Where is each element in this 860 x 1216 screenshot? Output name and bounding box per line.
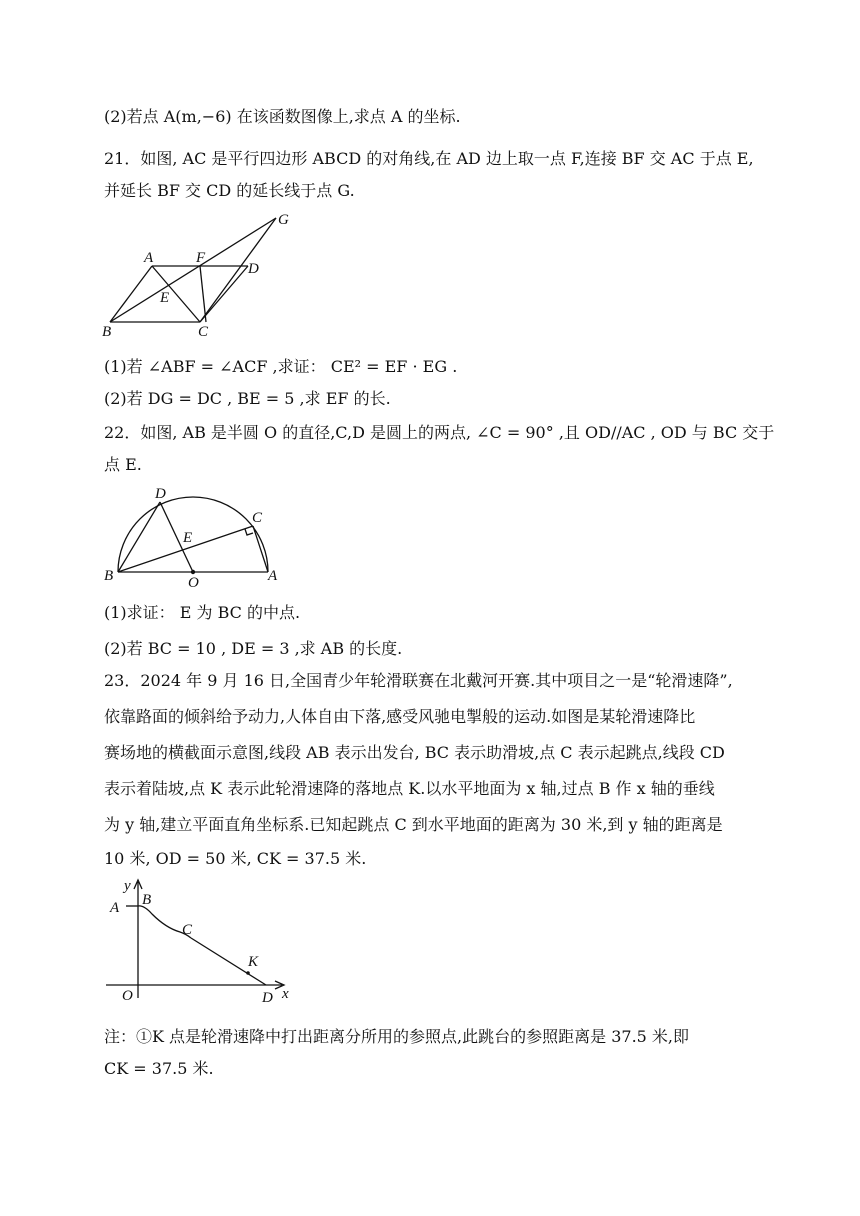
q23-stem-line5: 为 y 轴,建立平面直角坐标系.已知起跳点 C 到水平地面的距离为 30 米,到 y 轴的距离是: [104, 815, 723, 834]
q20-part2: (2)若点 A(m,−6) 在该函数图像上,求点 A 的坐标.: [104, 107, 461, 126]
q21-part2: (2)若 DG = DC , BE = 5 ,求 EF 的长.: [104, 389, 391, 408]
q21-label-A: A: [144, 250, 154, 266]
q22-stem-line1: 22．如图, AB 是半圆 O 的直径,C,D 是圆上的两点, ∠C = 90° ,且 OD//AC , OD 与 BC 交于: [104, 423, 775, 442]
q21-label-E: E: [160, 290, 170, 306]
q23-note-line2: CK = 37.5 米.: [104, 1059, 214, 1078]
q22-label-A: A: [268, 568, 278, 584]
q22-label-C: C: [252, 510, 263, 526]
q23-label-x: x: [282, 986, 289, 1002]
q23-label-C: C: [182, 922, 193, 938]
q23-label-O: O: [122, 988, 133, 1004]
q21-label-C: C: [198, 324, 209, 340]
q21-label-B: B: [102, 324, 112, 340]
q22-stem-line2: 点 E.: [104, 455, 142, 474]
q23-label-K: K: [248, 954, 259, 970]
q23-label-D: D: [262, 990, 273, 1006]
q21-part1: (1)若 ∠ABF = ∠ACF ,求证： CE² = EF · EG .: [104, 357, 458, 376]
q22-part2: (2)若 BC = 10 , DE = 3 ,求 AB 的长度.: [104, 639, 403, 658]
q21-label-D: D: [248, 261, 259, 277]
q21-parallelogram-figure: [100, 208, 300, 340]
q21-stem-line2: 并延长 BF 交 CD 的延长线于点 G.: [104, 181, 355, 200]
q23-label-B: B: [142, 892, 152, 908]
q23-label-y: y: [124, 878, 131, 894]
q22-label-O: O: [188, 575, 199, 590]
q23-slope-figure: [100, 872, 300, 1008]
q23-note-line1: 注：①K 点是轮滑速降中打出距离分所用的参照点,此跳台的参照距离是 37.5 米,即: [104, 1027, 690, 1046]
q23-stem-line4: 表示着陆坡,点 K 表示此轮滑速降的落地点 K.以水平地面为 x 轴,过点 B 作 x 轴的垂线: [104, 779, 715, 798]
q21-label-F: F: [196, 250, 206, 266]
q23-label-A: A: [110, 900, 120, 916]
q23-stem-line6: 10 米, OD = 50 米, CK = 37.5 米.: [104, 849, 367, 868]
q23-stem-line3: 赛场地的横截面示意图,线段 AB 表示出发台, BC 表示助滑坡,点 C 表示起跳点,线段 CD: [104, 743, 725, 762]
q23-stem-line1: 23．2024 年 9 月 16 日,全国青少年轮滑联赛在北戴河开赛.其中项目之一是“轮滑速降”,: [104, 671, 733, 690]
q23-stem-line2: 依靠路面的倾斜给予动力,人体自由下落,感受风驰电掣般的运动.如图是某轮滑速降比: [104, 707, 696, 726]
q22-label-D: D: [155, 486, 166, 502]
q21-stem-line1: 21．如图, AC 是平行四边形 ABCD 的对角线,在 AD 边上取一点 F,连接 BF 交 AC 于点 E,: [104, 149, 754, 168]
q22-part1: (1)求证： E 为 BC 的中点.: [104, 603, 301, 622]
q22-label-E: E: [183, 530, 193, 546]
q22-semicircle-figure: [100, 484, 290, 590]
q21-label-G: G: [278, 212, 289, 228]
q22-label-B: B: [104, 568, 114, 584]
